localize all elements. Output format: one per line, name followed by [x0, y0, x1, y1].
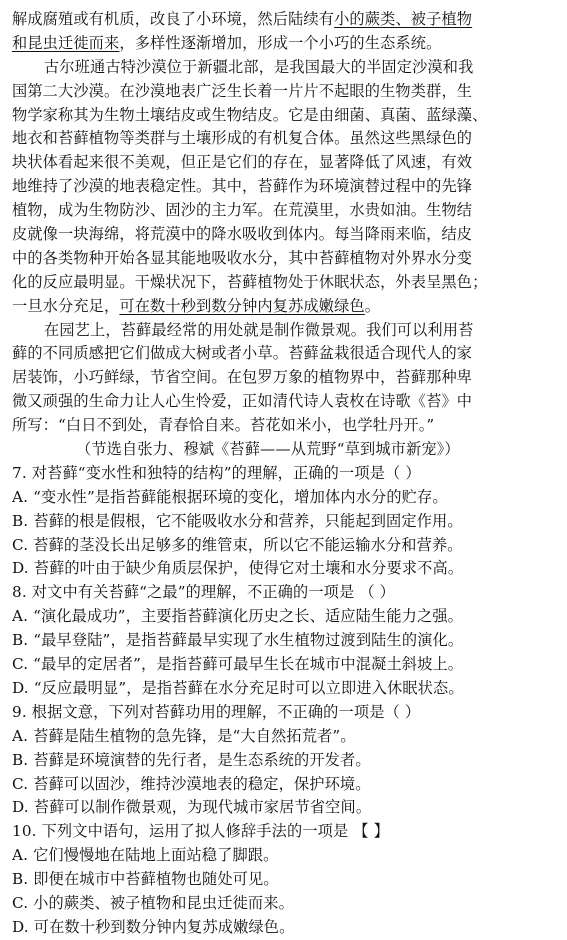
passage-p2-line: 地维持了沙漠的地表稳定性。其中，苔藓作为环境演替过程中的先锋: [12, 177, 473, 196]
question-option: A. “变水性”是指苔藓能根据环境的变化，增加体内水分的贮存。: [12, 487, 448, 506]
passage-p3-line: 藓的不同质感把它们做成大树或者小草。苔藓盆栽很适合现代人的家: [12, 344, 473, 363]
underlined-phrase: 可在数十秒到数分钟内复苏成嫩绿色: [119, 296, 365, 315]
document-page: [12, 8, 562, 940]
question-option: B. “最早登陆”，是指苔藓最早实现了水生植物过渡到陆生的演化。: [12, 631, 464, 650]
question-option: A. “演化最成功”，主要指苔藓演化历史之长、适应陆生能力之强。: [12, 607, 464, 626]
p2-text: 。: [364, 296, 381, 315]
question-option: C. 苔藓可以固沙，维持沙漠地表的稳定，保护环境。: [12, 774, 371, 793]
underlined-phrase: 和昆虫迁徙而来: [12, 33, 120, 52]
passage-p2-line: 国第二大沙漠。在沙漠地表广泛生长着一片片不起眼的生物类群，生: [12, 81, 473, 100]
passage-p2-line: 化的反应最明显。干燥状况下，苔藓植物处于休眠状态，外表呈黑色；: [12, 272, 488, 291]
question-option: A. 苔藓是陆生植物的急先锋，是“大自然拓荒者”。: [12, 726, 356, 745]
question-option: D. 苔藓的叶由于缺少角质层保护，使得它对土壤和水分要求不高。: [12, 559, 464, 578]
question-option: B. 苔藓是环境演替的先行者，是生态系统的开发者。: [12, 750, 371, 769]
passage-p3-line: 居装饰，小巧鲜绿，节省空间。在包罗万象的植物界中，苔藓那种卑: [12, 368, 473, 387]
question-option: B. 苔藓的根是假根，它不能吸收水分和营养，只能起到固定作用。: [12, 511, 463, 530]
underlined-phrase: 小的蕨类、被子植物: [334, 10, 473, 28]
question-stem: 8. 对文中有关苔藓“之最”的理解，不正确的一项是 （ ）: [12, 583, 395, 602]
passage-p2-last-line: [12, 295, 562, 319]
question-option: B. 即便在城市中苔藓植物也随处可见。: [12, 870, 279, 889]
question-option: D. 苔藓可以制作微景观，为现代城市家居节省空间。: [12, 798, 372, 817]
question-stem: 9. 根据文意，下列对苔藓功用的理解，不正确的一项是（ ）: [12, 702, 421, 721]
question-option: A. 它们慢慢地在陆地上面站稳了脚跟。: [12, 846, 279, 865]
passage-p2-line: 地衣和苔藓植物等类群与土壤形成的有机复合体。虽然这些黑绿色的: [12, 129, 473, 148]
passage-p2-line: 中的各类物种开始各显其能地吸收水分，其中苔藓植物对外界水分变: [12, 248, 473, 267]
question-option: D. “反应最明显”，是指苔藓在水分充足时可以立即进入休眠状态。: [12, 678, 464, 697]
p1-text: 解成腐殖或有机质，改良了小环境，然后陆续有: [12, 10, 335, 28]
p2-text: 一旦水分充足，: [12, 296, 120, 315]
question-option: D. 可在数十秒到数分钟内复苏成嫩绿色。: [12, 917, 295, 936]
question-stem: 7. 对苔藓“变水性和独特的结构”的理解，正确的一项是（ ）: [12, 463, 421, 482]
passage-p2-line: 植物，成为生物防沙、固沙的主力军。在荒漠里，水贵如油。生物结: [12, 201, 473, 220]
passage-source: （节选自张力、穆斌《苔藓——从荒野“草到城市新宠》）: [76, 440, 460, 459]
p1-text: ，多样性逐渐增加，形成一个小巧的生态系统。: [119, 33, 442, 52]
passage-p3-line: 在园艺上，苔藓最经常的用处就是制作微景观。我们可以利用苔: [44, 320, 474, 339]
passage-p3-line: 所写：“白日不到处，青春恰自来。苔花如米小，也学牡丹开。”: [12, 416, 435, 435]
passage-p2-line: 物学家称其为生物土壤结皮或生物结皮。它是由细菌、真菌、蓝绿藻、: [12, 105, 488, 124]
question-stem: 10. 下列文中语句，运用了拟人修辞手法的一项是 【 】: [12, 822, 389, 841]
passage-p2-line: 皮就像一块海绵，将荒漠中的降水吸收到体内。每当降雨来临，结皮: [12, 225, 473, 244]
question-option: C. 小的蕨类、被子植物和昆虫迁徙而来。: [12, 893, 294, 912]
passage-p3-line: 微又顽强的生命力让人心生怜爱，正如清代诗人袁枚在诗歌《苔》中: [12, 392, 473, 411]
passage-p1-line-1: [12, 8, 562, 32]
question-option: C. “最早的定居者”，是指苔藓可最早生长在城市中混凝土斜坡上。: [12, 655, 464, 674]
passage-p1-line-2: [12, 32, 562, 56]
question-option: C. 苔藓的茎没长出足够多的维管束，所以它不能运输水分和营养。: [12, 535, 463, 554]
passage-p2-line: 块状体看起来很不美观，但正是它们的存在，显著降低了风速，有效: [12, 153, 473, 172]
passage-p2-line: 古尔班通古特沙漠位于新疆北部，是我国最大的半固定沙漠和我: [44, 57, 474, 76]
